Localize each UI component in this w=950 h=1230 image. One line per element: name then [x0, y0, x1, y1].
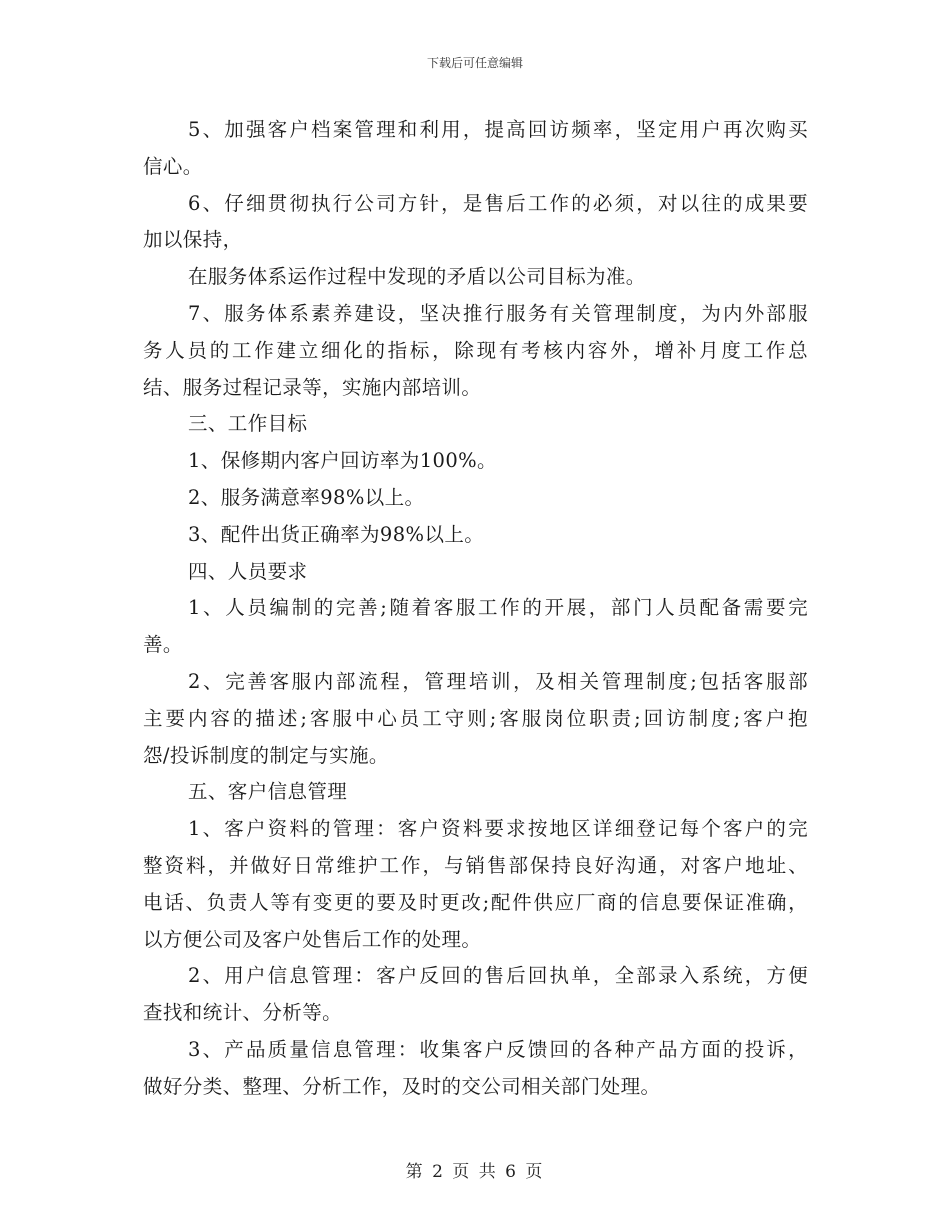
text-line: 四、人员要求 [188, 559, 308, 583]
text-line: 1、客户资料的管理：客户资料要求按地区详细登记每个客户的完 [188, 817, 808, 841]
text-line: 做好分类、整理、分析工作，及时的交公司相关部门处理。 [143, 1074, 661, 1098]
text-line: 3、产品质量信息管理：收集客户反馈回的各种产品方面的投诉， [188, 1037, 808, 1061]
text-line: 1、人员编制的完善;随着客服工作的开展，部门人员配备需要完 [188, 596, 808, 620]
text-line: 整资料，并做好日常维护工作，与销售部保持良好沟通，对客户地址、 [143, 853, 808, 877]
text-line: 主要内容的描述;客服中心员工守则;客服岗位职责;回访制度;客户抱 [143, 706, 808, 730]
text-line: 务人员的工作建立细化的指标，除现有考核内容外，增补月度工作总 [143, 338, 808, 362]
text-line: 怨/投诉制度的制定与实施。 [143, 743, 389, 767]
page-header: 下载后可任意编辑 [426, 56, 523, 70]
text-line: 2、服务满意率98%以上。 [188, 485, 425, 509]
text-line: 1、保修期内客户回访率为100%。 [188, 449, 497, 473]
text-line: 查找和统计、分析等。 [143, 1001, 343, 1025]
text-line: 五、客户信息管理 [188, 780, 348, 804]
document-body [143, 112, 808, 1106]
text-line: 三、工作目标 [188, 412, 308, 436]
text-line: 以方便公司及客户处售后工作的处理。 [143, 927, 482, 951]
text-line: 电话、负责人等有变更的要及时更改;配件供应厂商的信息要保证准确， [143, 890, 808, 914]
text-line: 3、配件出货正确率为98%以上。 [188, 522, 485, 546]
text-line: 信心。 [143, 154, 203, 178]
text-line: 2、用户信息管理：客户反回的售后回执单，全部录入系统，方便 [188, 964, 808, 988]
text-line: 2、完善客服内部流程，管理培训，及相关管理制度;包括客服部 [188, 669, 808, 693]
text-line: 加以保持， [143, 228, 243, 252]
text-line: 在服务体系运作过程中发现的矛盾以公司目标为准。 [188, 265, 646, 289]
text-line: 7、服务体系素养建设，坚决推行服务有关管理制度，为内外部服 [188, 301, 808, 325]
text-line: 善。 [143, 633, 183, 657]
text-line: 5、加强客户档案管理和利用，提高回访频率，坚定用户再次购买 [188, 118, 808, 141]
page-footer: 第 2 页 共 6 页 [405, 1162, 545, 1182]
text-line: 6、仔细贯彻执行公司方针，是售后工作的必须，对以往的成果要 [188, 191, 808, 215]
text-line: 结、服务过程记录等，实施内部培训。 [143, 375, 482, 399]
